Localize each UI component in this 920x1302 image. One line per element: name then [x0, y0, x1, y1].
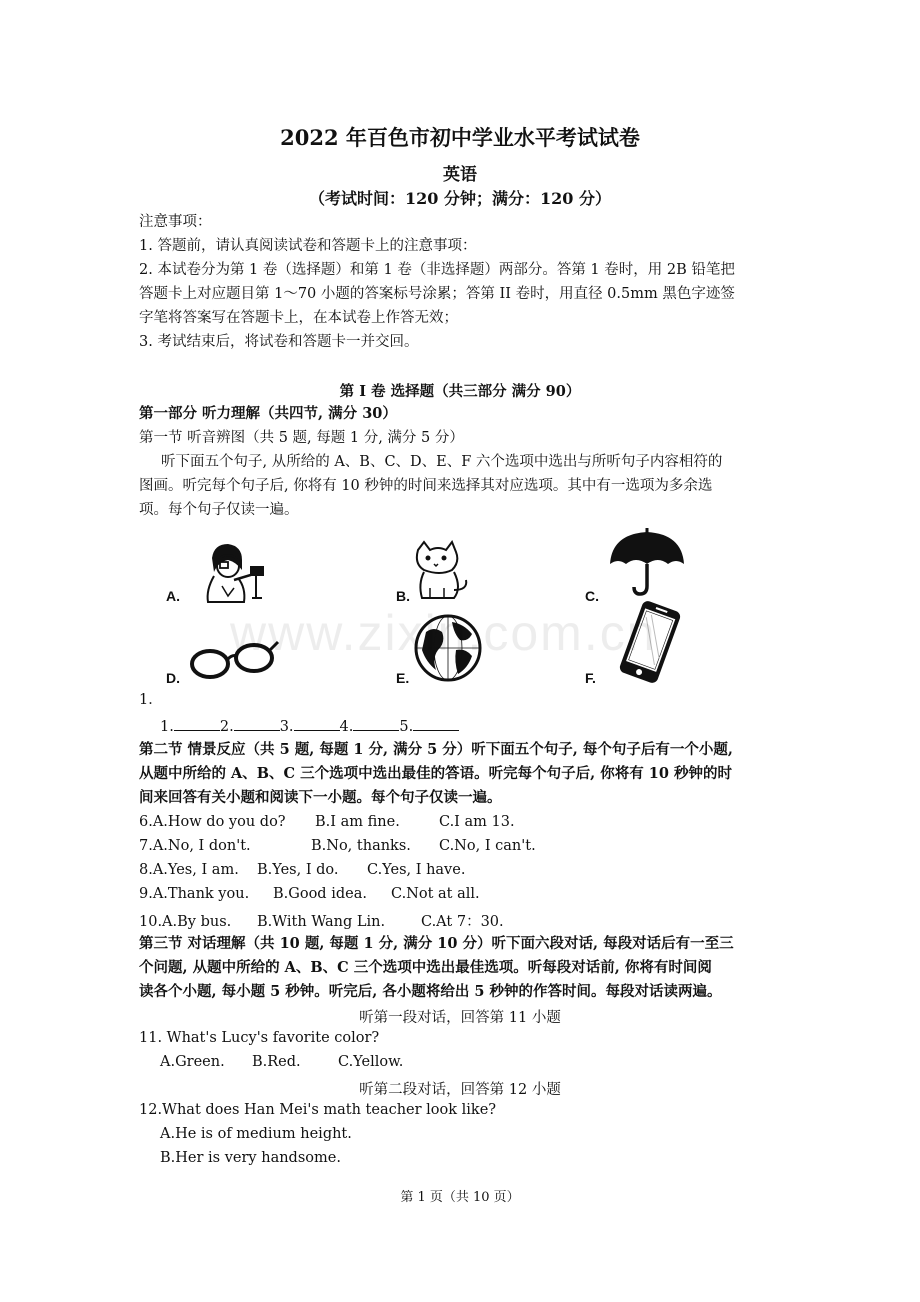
question-8-option-b: B.Yes, I do. — [257, 862, 339, 878]
answer-blank-3[interactable] — [294, 716, 340, 731]
notice-item-2-line-3: 字笔将答案写在答题卡上，在本试卷上作答无效； — [139, 310, 458, 326]
question-11-option-c: C.Yellow. — [338, 1054, 404, 1070]
notice-item-2-line-1: 2. 本试卷分为第 1 卷（选择题）和第 1 卷（非选择题）两部分。答第 1 卷时，用 2B 铅笔把 — [139, 262, 735, 278]
question-9-option-c: C.Not at all. — [391, 886, 480, 902]
section-2-line-1: 第二节 情景反应（共 5 题, 每题 1 分, 满分 5 分）听下面五个句子, 每个句子后有一个小题, — [139, 741, 733, 758]
listening-part-1 — [139, 402, 789, 522]
umbrella-icon — [606, 524, 688, 596]
question-7-option-a: 7.A.No, I don't. — [139, 838, 251, 854]
section-3-line-3: 读各个小题, 每小题 5 秒钟。听完后, 各小题将给出 5 秒钟的作答时间。每段对话读两遍。 — [139, 983, 722, 1000]
picture-label-a: A. — [166, 588, 180, 604]
question-6 — [139, 814, 515, 830]
section-1-heading: 第一节 听音辨图（共 5 题, 每题 1 分, 满分 5 分） — [139, 430, 464, 446]
picture-label-c: C. — [585, 588, 599, 604]
question-12-option-a: A.He is of medium height. — [160, 1126, 352, 1142]
section-2-line-2: 从题中所给的 A、B、C 三个选项中选出最佳的答语。听完每个句子后, 你将有 10 秒钟的时 — [139, 765, 733, 782]
question-11-options — [160, 1054, 403, 1070]
part-1-heading: 第一部分 听力理解（共四节, 满分 30） — [139, 405, 397, 422]
girl-with-camera-icon — [198, 540, 274, 604]
notice-item-3: 3. 考试结束后，将试卷和答题卡一并交回。 — [139, 334, 419, 350]
section-1-instruction-line-1: 听下面五个句子, 从所给的 A、B、C、D、E、F 六个选项中选出与所听句子内容相符的 — [161, 454, 723, 470]
cat-icon — [410, 540, 472, 604]
picture-label-b: B. — [396, 588, 410, 604]
exam-time-score: （考试时间：120 分钟；满分：120 分） — [309, 189, 611, 208]
page-footer: 第 1 页（共 10 页） — [400, 1190, 520, 1205]
exam-title: 2022 年百色市初中学业水平考试试卷 — [280, 125, 640, 150]
question-6-option-c: C.I am 13. — [439, 814, 515, 830]
question-10-option-b: B.With Wang Lin. — [257, 914, 386, 930]
picture-label-e: E. — [396, 670, 410, 686]
section-1-instruction-line-3: 项。每个句子仅读一遍。 — [139, 502, 299, 518]
blank-label-3: 3. — [279, 719, 294, 735]
question-8 — [139, 862, 465, 878]
notice-section — [139, 210, 789, 354]
question-7-option-b: B.No, thanks. — [311, 838, 411, 854]
question-11-option-b: B.Red. — [252, 1054, 301, 1070]
question-9 — [139, 886, 480, 902]
answer-blank-2[interactable] — [234, 716, 280, 731]
answer-blank-5[interactable] — [413, 716, 459, 731]
notice-item-2-line-2: 答题卡上对应题目第 1～70 小题的答案标号涂累；答第 II 卷时，用直径 0.5mm 黑色字迹签 — [139, 286, 735, 302]
blank-label-2: 2. — [219, 719, 234, 735]
dialog-2-heading: 听第二段对话，回答第 12 小题 — [359, 1082, 561, 1098]
question-7-option-c: C.No, I can't. — [439, 838, 536, 854]
answer-blank-1[interactable] — [174, 716, 220, 731]
question-8-option-a: 8.A.Yes, I am. — [139, 862, 239, 878]
question-10-option-a: 10.A.By bus. — [139, 914, 232, 930]
section-3-line-2: 个问题, 从题中所给的 A、B、C 三个选项中选出最佳选项。听每段对话前, 你将有时间阅 — [139, 959, 712, 976]
question-9-option-a: 9.A.Thank you. — [139, 886, 250, 902]
blank-label-1: 1. — [160, 719, 174, 735]
question-9-option-b: B.Good idea. — [273, 886, 367, 902]
watermark: www.zixin.com.cn — [230, 605, 657, 661]
section-3-line-1: 第三节 对话理解（共 10 题, 每题 1 分, 满分 10 分）听下面六段对话, 每段对话后有一至三 — [139, 935, 734, 952]
question-6-option-a: 6.A.How do you do? — [139, 814, 286, 830]
question-6-option-b: B.I am fine. — [315, 814, 400, 830]
question-10-option-c: C.At 7：30. — [421, 914, 504, 930]
answer-blank-4[interactable] — [353, 716, 399, 731]
question-11: 11. What's Lucy's favorite color? — [139, 1030, 380, 1046]
dialog-1-heading: 听第一段对话，回答第 11 小题 — [359, 1010, 561, 1026]
notice-heading: 注意事项： — [139, 214, 212, 230]
section-2-instructions — [139, 738, 789, 810]
answer-blanks — [160, 716, 459, 735]
question-number: 1． — [139, 692, 163, 708]
picture-label-d: D. — [166, 670, 180, 686]
question-8-option-c: C.Yes, I have. — [367, 862, 466, 878]
question-7 — [139, 838, 536, 854]
question-10 — [139, 910, 504, 931]
section-3-instructions — [139, 932, 789, 1004]
section-2-line-3: 间来回答有关小题和阅读下一小题。每个句子仅读一遍。 — [139, 789, 502, 806]
section-1-instruction-line-2: 图画。听完每个句子后, 你将有 10 秒钟的时间来选择其对应选项。其中有一选项为多余选 — [139, 478, 713, 494]
blank-label-5: 5. — [399, 719, 414, 735]
exam-subject: 英语 — [443, 165, 477, 185]
picture-label-f: F. — [585, 670, 596, 686]
question-11-option-a: A.Green. — [160, 1054, 225, 1070]
question-12: 12.What does Han Mei's math teacher look like? — [139, 1102, 497, 1118]
notice-item-1: 1. 答题前，请认真阅读试卷和答题卡上的注意事项： — [139, 238, 477, 254]
volume-1-heading: 第 I 卷 选择题（共三部分 满分 90） — [339, 383, 581, 400]
question-12-option-b: B.Her is very handsome. — [160, 1150, 341, 1166]
blank-label-4: 4. — [339, 719, 354, 735]
